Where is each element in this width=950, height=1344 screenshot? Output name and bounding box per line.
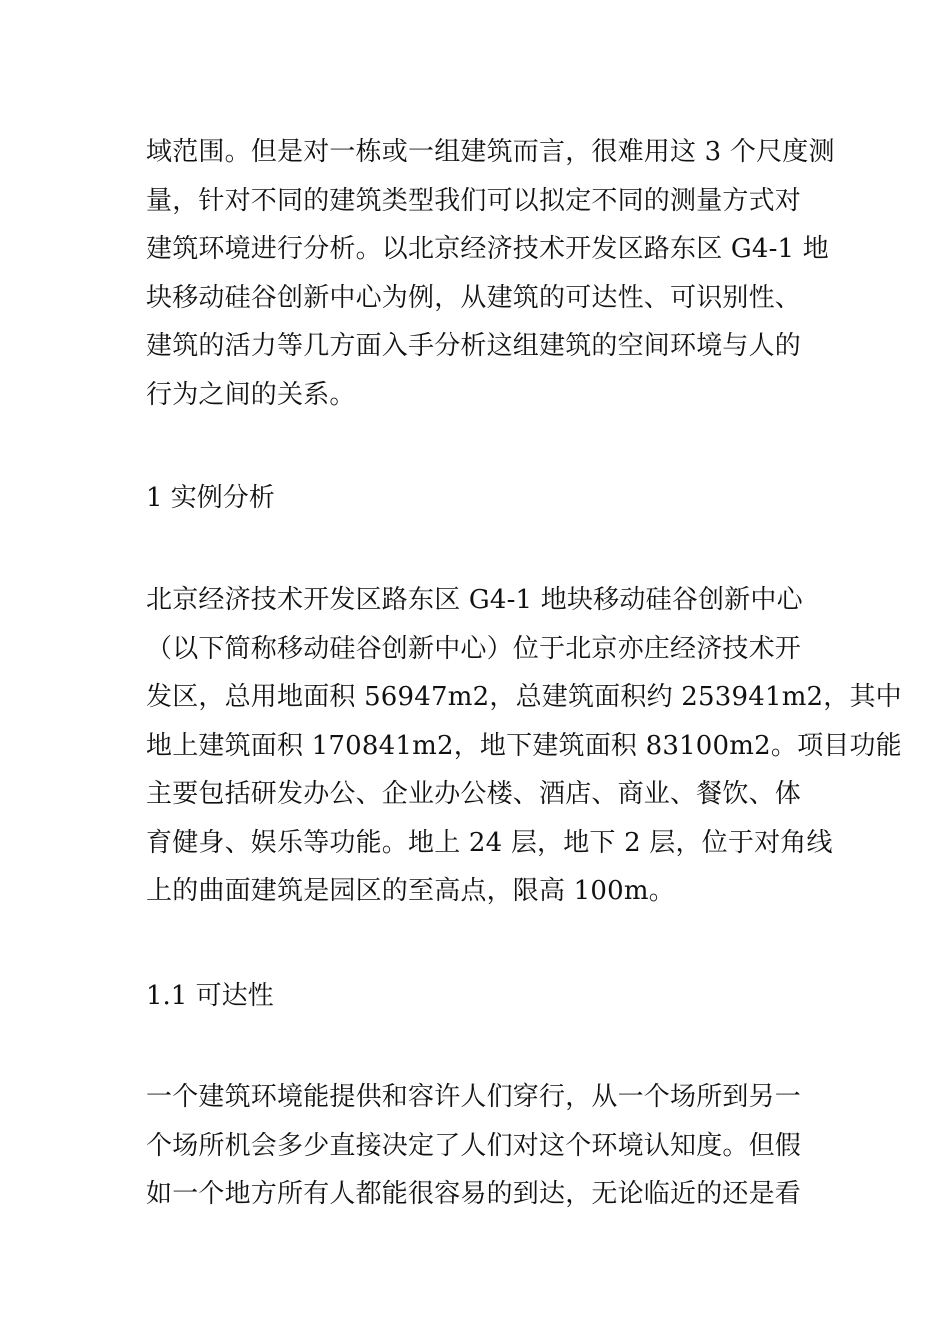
text-line: 一个建筑环境能提供和容许人们穿行，从一个场所到另一 — [146, 1082, 802, 1112]
section-heading-accessibility: 1.1 可达性 — [146, 981, 274, 1011]
text-line: 建筑的活力等几方面入手分析这组建筑的空间环境与人的 — [146, 331, 802, 361]
text-line: 如一个地方所有人都能很容易的到达，无论临近的还是看 — [146, 1179, 802, 1209]
text-line: 北京经济技术开发区路东区 G4-1 地块移动硅谷创新中心 — [146, 585, 803, 615]
text-line: 上的曲面建筑是园区的至高点，限高 100m。 — [146, 876, 675, 906]
text-line: （以下简称移动硅谷创新中心）位于北京亦庄经济技术开 — [146, 633, 802, 664]
text-line: 主要包括研发办公、企业办公楼、酒店、商业、餐饮、体 — [146, 779, 802, 809]
text-line: 地上建筑面积 170841m2，地下建筑面积 83100m2。项目功能 — [146, 730, 902, 761]
paragraph-accessibility — [146, 1073, 826, 1219]
text-line: 育健身、娱乐等功能。地上 24 层，地下 2 层，位于对角线 — [146, 827, 833, 858]
paragraph-intro-continuation — [146, 128, 835, 419]
text-line: 个场所机会多少直接决定了人们对这个环境认知度。但假 — [146, 1130, 802, 1161]
text-line: 块移动硅谷创新中心为例，从建筑的可达性、可识别性、 — [146, 282, 802, 313]
text-line: 行为之间的关系。 — [146, 379, 356, 410]
text-line: 建筑环境进行分析。以北京经济技术开发区路东区 G4-1 地 — [146, 234, 829, 264]
text-line: 量，针对不同的建筑类型我们可以拟定不同的测量方式对 — [146, 185, 802, 216]
text-line: 发区，总用地面积 56947m2，总建筑面积约 253941m2，其中 — [146, 682, 902, 712]
text-line: 域范围。但是对一栋或一组建筑而言，很难用这 3 个尺度测 — [146, 137, 835, 167]
paragraph-project-overview — [146, 576, 902, 916]
section-heading-case-analysis: 1 实例分析 — [146, 483, 275, 513]
